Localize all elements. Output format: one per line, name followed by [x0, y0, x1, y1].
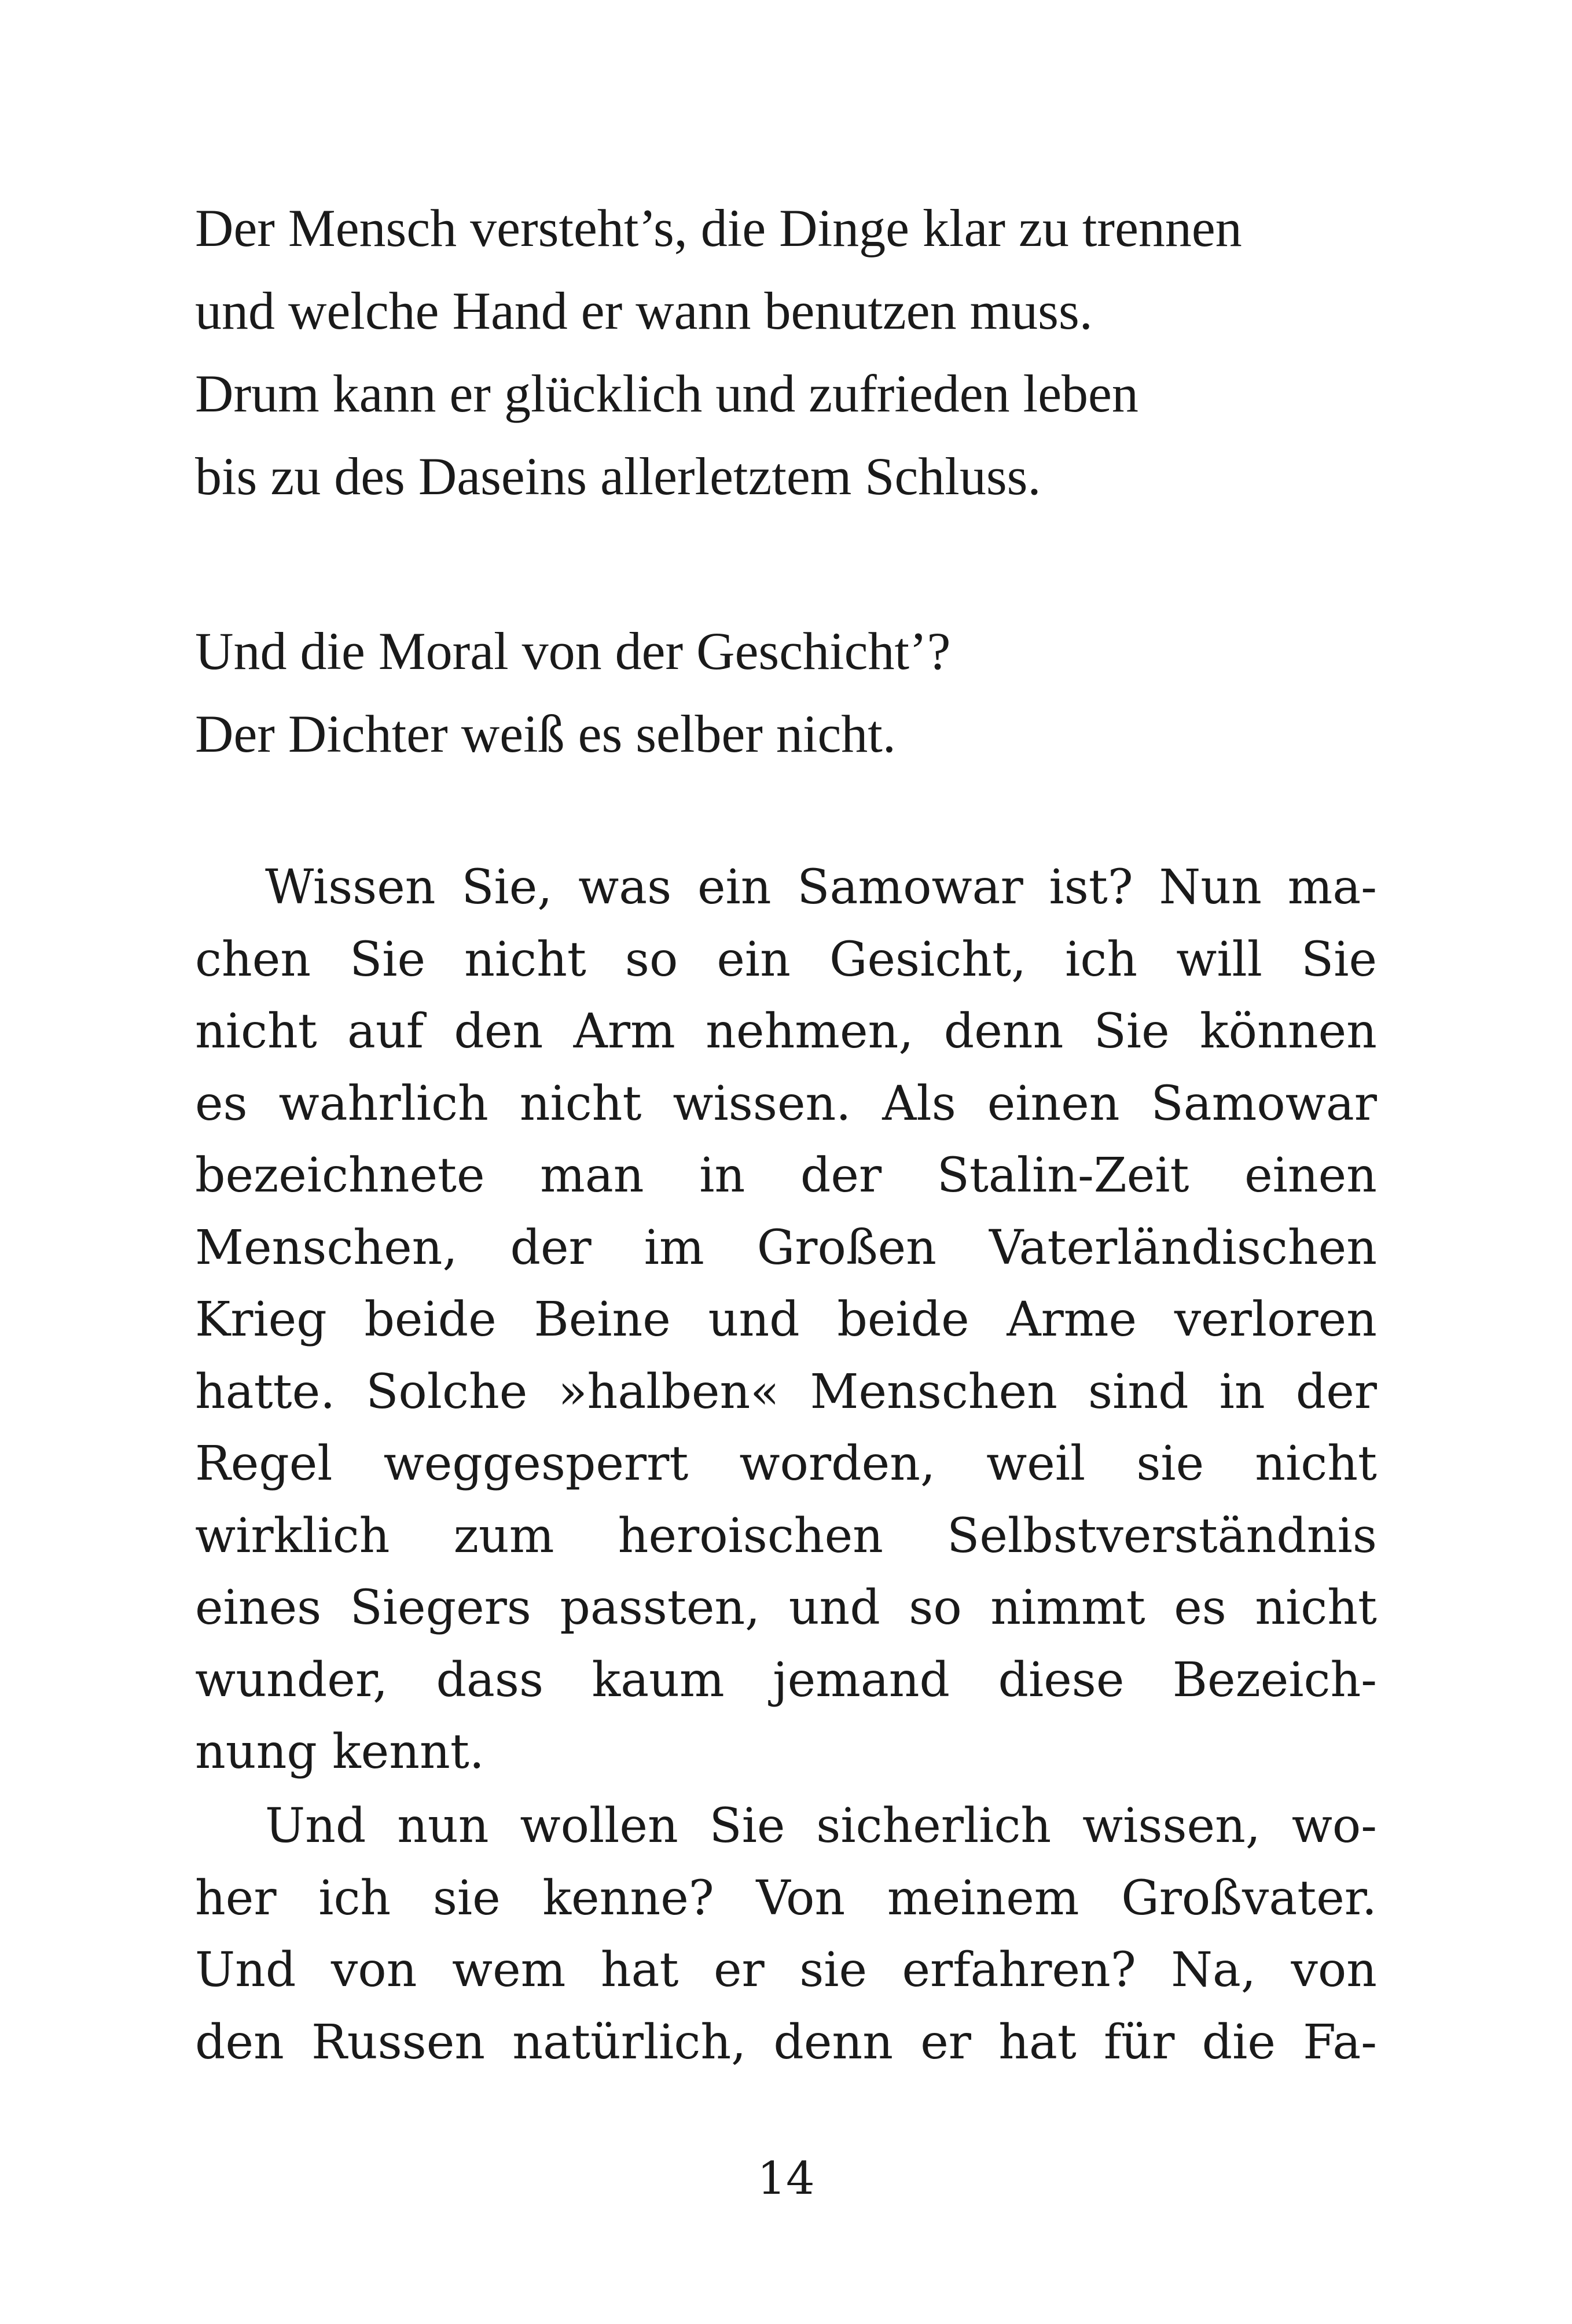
- poem-line: bis zu des Daseins allerletztem Schluss.: [195, 447, 1041, 506]
- poem-line: Der Dichter weiß es selber nicht.: [195, 704, 896, 763]
- text-line: Und von wem hat er sie erfahren? Na, von: [195, 1943, 1377, 1998]
- text-line: chen Sie nicht so ein Gesicht, ich will Sie: [195, 932, 1377, 987]
- text-line: her ich sie kenne? Von meinem Großvater.: [195, 1870, 1377, 1926]
- text-line: hatte. Solche »halben« Menschen sind in der: [195, 1364, 1377, 1420]
- text-line: Regel weggesperrt worden, weil sie nicht: [195, 1436, 1377, 1491]
- poem-line: und welche Hand er wann benutzen muss.: [195, 281, 1093, 340]
- text-line: den Russen natürlich, denn er hat für die Fa-: [195, 2014, 1377, 2070]
- text-line: wunder, dass kaum jemand diese Bezeich-: [195, 1652, 1377, 1708]
- poem-line: Und die Moral von der Geschicht’?: [195, 622, 951, 681]
- text-line: Krieg beide Beine und beide Arme verloren: [195, 1292, 1377, 1347]
- text-line: nung kennt.: [195, 1724, 484, 1779]
- text-line: nicht auf den Arm nehmen, denn Sie können: [195, 1004, 1377, 1059]
- prose-paragraph-1: [195, 852, 1377, 1789]
- page-number: 14: [757, 2153, 815, 2205]
- poem-line: Drum kann er glücklich und zufrieden leben: [195, 364, 1138, 423]
- poem-stanza-2: [195, 610, 950, 775]
- poem-stanza-1: [195, 187, 1242, 518]
- text-line: Menschen, der im Großen Vaterländischen: [195, 1220, 1377, 1275]
- text-line: Und nun wollen Sie sicherlich wissen, wo-: [265, 1799, 1377, 1854]
- poem-line: Der Mensch versteht’s, die Dinge klar zu trennen: [195, 198, 1242, 258]
- prose-paragraph-2: [195, 1790, 1377, 2079]
- text-line: eines Siegers passten, und so nimmt es nicht: [195, 1580, 1377, 1635]
- text-line: es wahrlich nicht wissen. Als einen Samowar: [195, 1076, 1377, 1131]
- text-line: Wissen Sie, was ein Samowar ist? Nun ma-: [265, 860, 1377, 915]
- text-line: wirklich zum heroischen Selbstverständnis: [195, 1508, 1377, 1564]
- text-line: bezeichnete man in der Stalin-Zeit einen: [195, 1148, 1377, 1203]
